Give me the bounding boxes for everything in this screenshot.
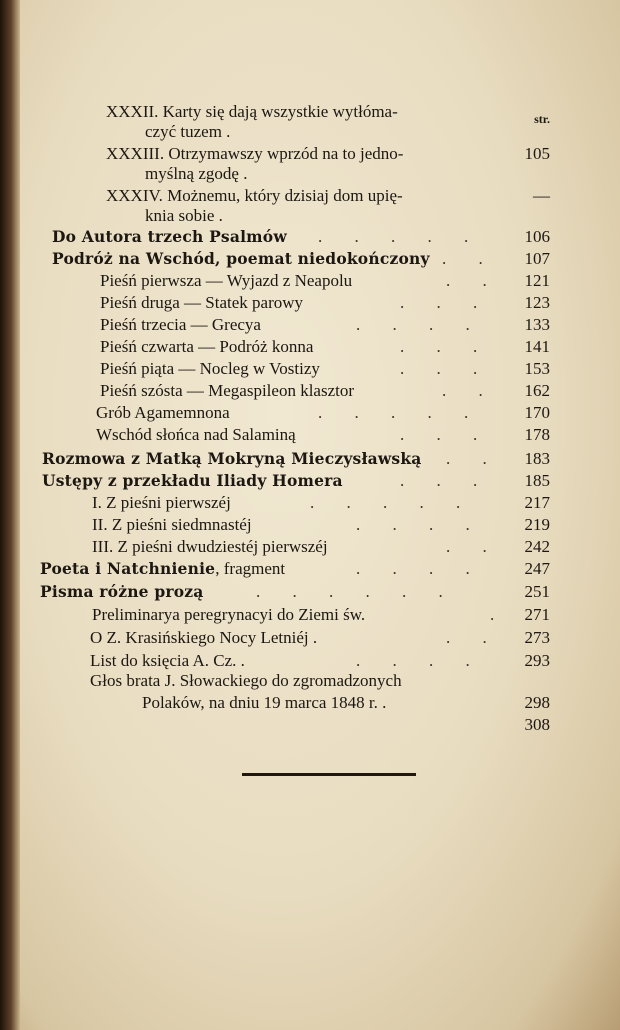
toc-entry: [0, 714, 620, 736]
toc-entry: [0, 336, 620, 358]
toc-entry-page: —: [533, 186, 550, 205]
toc-entry-title: Pieśń trzecia — Grecya: [100, 315, 261, 334]
toc-entry-page: 273: [524, 628, 550, 647]
toc-entry: [0, 514, 620, 536]
toc-entry-title: Do Autora trzech Psalmów: [52, 227, 287, 246]
leader-dots: . . .: [400, 359, 492, 378]
toc-entry: [0, 380, 620, 402]
toc-entry-title: O Z. Krasińskiego Nocy Letniéj .: [90, 628, 318, 647]
page-column-label: str.: [534, 112, 550, 126]
toc-entry-page: 153: [524, 359, 550, 378]
leader-dots: . . .: [400, 337, 492, 356]
toc-entry-title: XXXII. Karty się dają wszystkie wytłóma-: [106, 102, 398, 121]
toc-entry: [0, 185, 620, 207]
toc-entry-continuation: myślną zgodę .: [145, 164, 248, 183]
toc-entry-title: List do księcia A. Cz. .: [90, 651, 245, 670]
toc-entry-title: XXXIV. Możnemu, który dzisiaj dom upię-: [106, 186, 403, 205]
toc-entry-page: 170: [524, 403, 550, 422]
leader-dots: . . . . .: [318, 403, 483, 422]
toc-entry-title: Głos brata J. Słowackiego do zgromadzonych: [90, 671, 402, 690]
toc-entry-title: Pisma różne prozą: [40, 582, 204, 601]
leader-dots: . .: [446, 537, 501, 556]
toc-entry: [0, 492, 620, 514]
toc-entry-page: 183: [524, 449, 550, 468]
leader-dots: . . . . . .: [256, 582, 457, 601]
toc-entry-page: 217: [524, 493, 550, 512]
toc-entry: [0, 470, 620, 492]
toc-entry-title: Pieśń pierwsza — Wyjazd z Neapolu: [100, 271, 353, 290]
toc-entry-title: Podróż na Wschód, poemat niedokończony: [52, 249, 430, 268]
end-rule: [242, 773, 416, 776]
leader-dots: . . . . .: [310, 493, 475, 512]
toc-entry-title: Preliminarya peregrynacyi do Ziemi św.: [92, 605, 366, 624]
leader-dots: . . . . .: [318, 227, 483, 246]
toc-entry-title: Grób Agamemnona: [96, 403, 230, 422]
toc-entry: [0, 358, 620, 380]
toc-entry-page: 178: [524, 425, 550, 444]
toc-entry-page: 121: [524, 271, 550, 290]
toc-entry: [0, 292, 620, 314]
toc-entry: [0, 692, 620, 714]
toc-entry: [0, 314, 620, 336]
toc-entry-page: 185: [524, 471, 550, 490]
toc-entry-page: 106: [524, 227, 550, 246]
toc-entry-continuation: czyć tuzem .: [145, 122, 231, 141]
leader-dots: . .: [446, 271, 501, 290]
toc-entry-title: Pieśń czwarta — Podróż konna: [100, 337, 314, 356]
toc-entry: [0, 558, 620, 580]
toc-entry-title: Wschód słońca nad Salaminą: [96, 425, 296, 444]
toc-entry-page: 219: [524, 515, 550, 534]
toc-entry-page: 105: [524, 144, 550, 163]
toc-entry-page: 298: [524, 693, 550, 712]
toc-entry-page: 162: [524, 381, 550, 400]
toc-entry: [0, 448, 620, 470]
toc-entry: [0, 270, 620, 292]
leader-dots: . . .: [400, 471, 492, 490]
leader-dots: . . . .: [356, 651, 484, 670]
leader-dots: . . . .: [356, 315, 484, 334]
toc-entry-page: 242: [524, 537, 550, 556]
toc-entry-title: II. Z pieśni siedmnastéj: [92, 515, 252, 534]
toc-entry-page: 247: [524, 559, 550, 578]
toc-entry-suffix: , fragment: [215, 559, 286, 578]
toc-entry-page: 123: [524, 293, 550, 312]
toc-entry-continuation: Polaków, na dniu 19 marca 1848 r. .: [142, 693, 387, 712]
toc-entry-page: 251: [524, 582, 550, 601]
toc-entry-page: 293: [524, 651, 550, 670]
leader-dots: . .: [442, 249, 497, 268]
toc-entry-title: Rozmowa z Matką Mokryną Mieczysławską: [42, 449, 422, 468]
toc-entry: [0, 627, 620, 649]
toc-entry-title: Pieśń piąta — Nocleg w Vostizy: [100, 359, 320, 378]
toc-entry: [0, 581, 620, 603]
toc-entry: [0, 424, 620, 446]
toc-entry: [0, 650, 620, 672]
leader-dots: . .: [446, 449, 501, 468]
toc-entry: [0, 248, 620, 270]
toc-entry-title: Poeta i Natchnienie: [40, 559, 216, 578]
leader-dots: . . .: [400, 293, 492, 312]
toc-entry: [0, 536, 620, 558]
toc-entry-page: 141: [524, 337, 550, 356]
toc-entry-page: 308: [524, 715, 550, 734]
toc-entry: [0, 604, 620, 626]
toc-entry-title: Ustępy z przekładu Iliady Homera: [42, 471, 343, 490]
toc-entry: [0, 670, 620, 692]
leader-dots: . .: [446, 628, 501, 647]
leader-dots: .: [490, 605, 509, 624]
toc-entry-title: XXXIII. Otrzymawszy wprzód na to jedno-: [106, 144, 404, 163]
leader-dots: . .: [442, 381, 497, 400]
toc-entry-page: 107: [524, 249, 550, 268]
toc-entry-continuation: knia sobie .: [145, 206, 223, 225]
toc-entry-title: I. Z pieśni pierwszéj: [92, 493, 231, 512]
toc-entry: [0, 101, 620, 123]
leader-dots: . . .: [400, 425, 492, 444]
leader-dots: . . . .: [356, 515, 484, 534]
toc-entry-title: III. Z pieśni dwudziestéj pierwszéj: [92, 537, 328, 556]
toc-entry-title: Pieśń druga — Statek parowy: [100, 293, 304, 312]
toc-entry: [0, 402, 620, 424]
toc-entry: [0, 226, 620, 248]
leader-dots: . . . .: [356, 559, 484, 578]
toc-entry-page: 271: [524, 605, 550, 624]
toc-entry-title: Pieśń szósta — Megaspileon klasztor: [100, 381, 355, 400]
toc-entry: [0, 143, 620, 165]
toc-entry-page: 133: [524, 315, 550, 334]
